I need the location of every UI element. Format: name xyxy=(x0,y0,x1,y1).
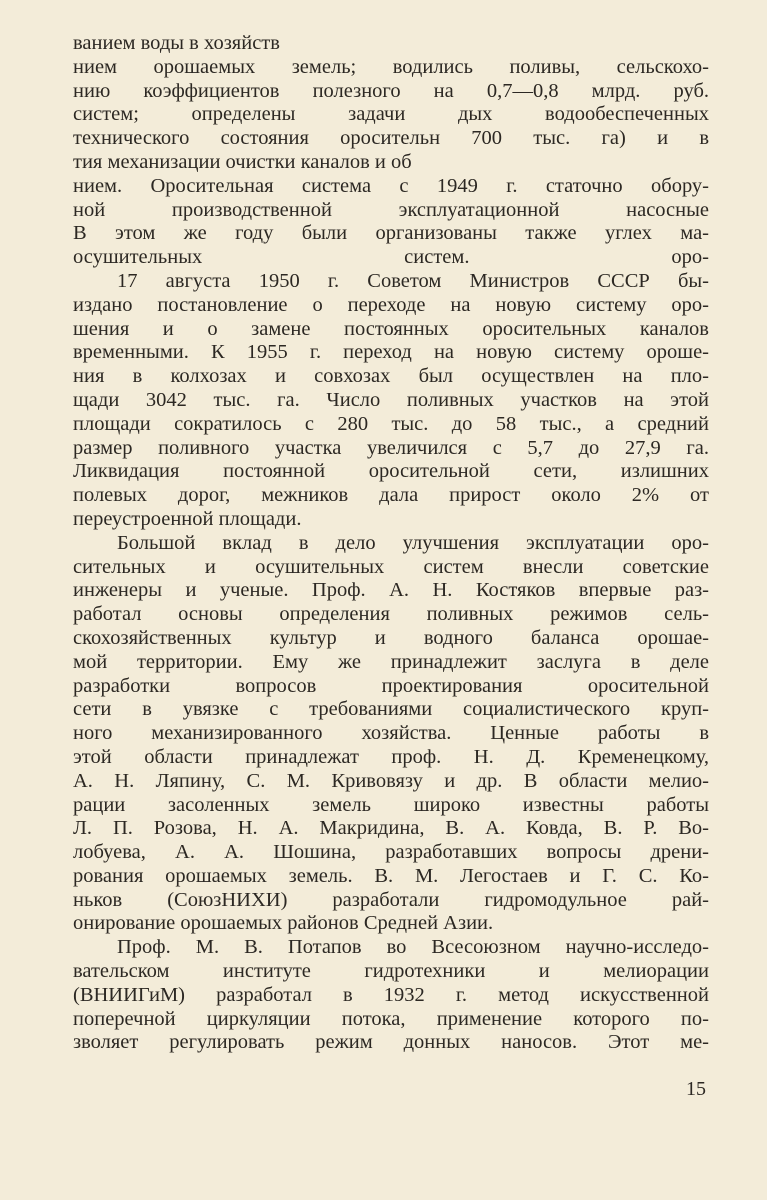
text-line: разработки вопросов проектирования оросительной xyxy=(73,674,709,697)
text-line: вательском институте гидротехники и мелиорации xyxy=(73,960,709,983)
text-line: Л. П. Розова, Н. А. Макридина, В. А. Ковда, В. Р. Во- xyxy=(73,817,709,840)
text-line: переустроенной площади. xyxy=(73,507,302,530)
text-line: (ВНИИГиМ) разработал в 1932 г. метод искусственной xyxy=(73,983,709,1006)
text-line: Ликвидация постоянной оросительной сети, излишних xyxy=(73,460,709,483)
text-line: сети в увязке с требованиями социалистического круп- xyxy=(73,698,709,721)
text-line: нием орошаемых земель; водились поливы, сельскохо- xyxy=(73,55,709,78)
text-line: ной производственной эксплуатационной насосные xyxy=(73,198,709,221)
text-line: нию коэффициентов полезного на 0,7—0,8 млрд. руб. xyxy=(73,79,709,102)
text-line: поперечной циркуляции потока, применение которого по- xyxy=(73,1007,709,1030)
text-line: мой территории. Ему же принадлежит заслуга в деле xyxy=(73,650,709,673)
text-line: издано постановление о переходе на новую систему оро- xyxy=(73,293,709,316)
text-line: тия механизации очистки каналов и об xyxy=(73,150,412,173)
text-line: Большой вклад в дело улучшения эксплуатации оро- xyxy=(117,531,709,554)
text-line: лобуева, А. А. Шошина, разработавших вопросы дрени- xyxy=(73,841,709,864)
text-line: площади сократилось с 280 тыс. до 58 тыс., а средний xyxy=(73,412,709,435)
text-line: временными. К 1955 г. переход на новую систему ороше- xyxy=(73,341,709,364)
text-line: ного механизированного хозяйства. Ценные работы в xyxy=(73,722,709,745)
text-line: В этом же году были организованы также углех ма- xyxy=(73,222,709,245)
text-line: А. Н. Ляпину, С. М. Кривовязу и др. В области мелио- xyxy=(73,769,709,792)
text-line: ньков (СоюзНИХИ) разработали гидромодульное рай- xyxy=(73,888,709,911)
text-line: работал основы определения поливных режимов сель- xyxy=(73,603,709,626)
text-line: щади 3042 тыс. га. Число поливных участков на этой xyxy=(73,388,709,411)
text-line: систем; определены задачи дых водообеспеченных xyxy=(73,103,709,126)
text-line: ния в колхозах и совхозах был осуществлен на пло- xyxy=(73,365,709,388)
text-line: 17 августа 1950 г. Советом Министров СССР бы- xyxy=(117,269,709,292)
text-line: сительных и осушительных систем внесли советские xyxy=(73,555,709,578)
text-line: технического состояния оросительн 700 тыс. га) и в xyxy=(73,127,709,150)
text-line: размер поливного участка увеличился с 5,7 до 27,9 га. xyxy=(73,436,709,459)
text-line: скохозяйственных культур и водного баланса орошае- xyxy=(73,626,709,649)
body-text xyxy=(73,32,709,1055)
text-line: полевых дорог, межников дала прирост около 2% от xyxy=(73,484,709,507)
text-line: шения и о замене постоянных оросительных каналов xyxy=(73,317,709,340)
text-line: зволяет регулировать режим донных наносов. Этот ме- xyxy=(73,1031,709,1054)
text-line: инженеры и ученые. Проф. А. Н. Костяков впервые раз- xyxy=(73,579,709,602)
text-line: онирование орошаемых районов Средней Азии. xyxy=(73,912,494,935)
text-line: рации засоленных земель широко известны работы xyxy=(73,793,709,816)
text-line: рования орошаемых земель. В. М. Легостаев и Г. С. Ко- xyxy=(73,864,709,887)
text-line: ванием воды в хозяйств xyxy=(73,32,280,54)
page-number: 15 xyxy=(686,1078,706,1100)
text-line: этой области принадлежат проф. Н. Д. Кременецкому, xyxy=(73,745,709,768)
text-line: осушительных систем. оро- xyxy=(73,246,709,269)
text-line: Проф. М. В. Потапов во Всесоюзном научно-исследо- xyxy=(117,936,709,959)
text-line: нием. Оросительная система с 1949 г. статочно обору- xyxy=(73,174,709,197)
